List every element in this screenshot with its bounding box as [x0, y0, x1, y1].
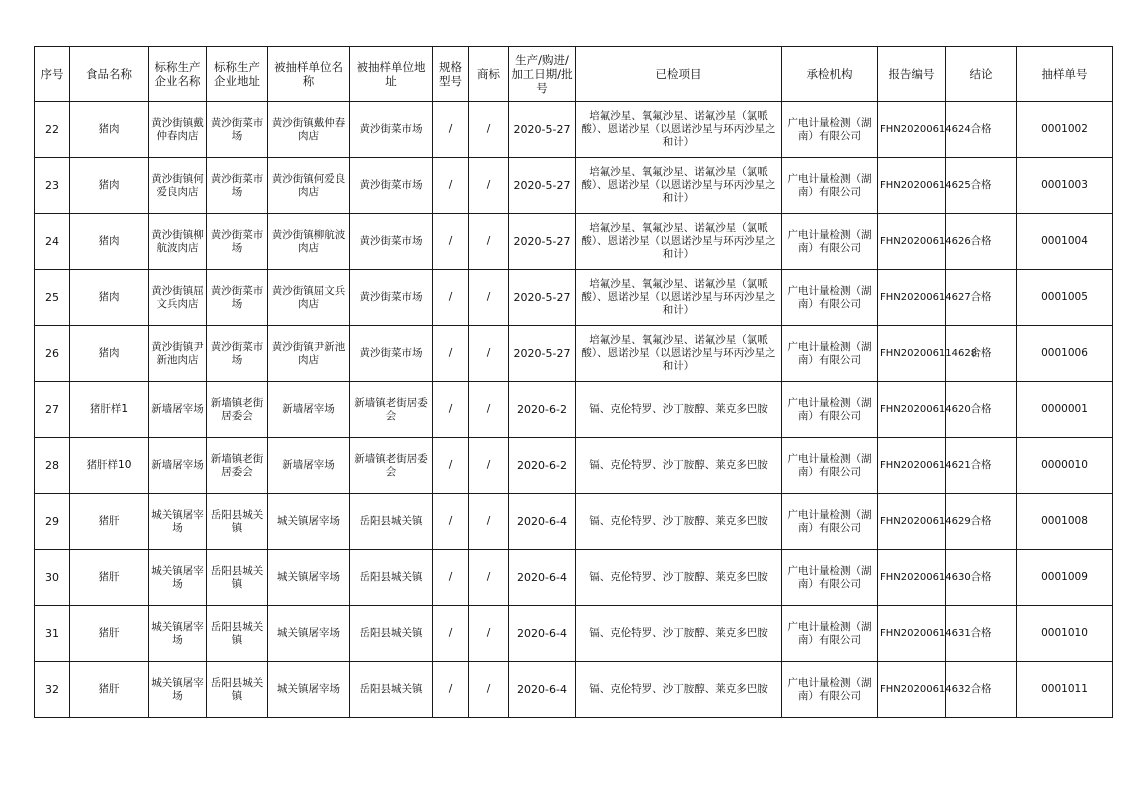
- table-cell: 广电计量检测（湖南）有限公司: [782, 102, 878, 158]
- header-cell: 食品名称: [70, 47, 149, 102]
- table-cell: /: [469, 550, 509, 606]
- table-cell: 2020-6-2: [509, 438, 576, 494]
- table-cell: 培氟沙星、氧氟沙星、诺氟沙星（氯哌酸）、恩诺沙星（以恩诺沙星与环丙沙星之和计）: [576, 158, 782, 214]
- table-cell: 黄沙街镇尹新池肉店: [149, 326, 207, 382]
- table-cell: /: [469, 662, 509, 718]
- header-cell: 被抽样单位名称: [268, 47, 350, 102]
- table-cell: /: [469, 326, 509, 382]
- table-cell: 黄沙街镇尹新池肉店: [268, 326, 350, 382]
- table-cell: /: [469, 606, 509, 662]
- table-cell: 32: [35, 662, 70, 718]
- table-cell: 合格: [946, 494, 1017, 550]
- table-cell: 2020-5-27: [509, 270, 576, 326]
- header-cell: 承检机构: [782, 47, 878, 102]
- table-cell: 岳阳县城关镇: [350, 550, 433, 606]
- header-cell: 标称生产企业地址: [207, 47, 268, 102]
- table-cell: 新墙屠宰场: [149, 382, 207, 438]
- table-row: [35, 438, 1113, 494]
- table-cell: 岳阳县城关镇: [207, 550, 268, 606]
- table-cell: 猪肉: [70, 326, 149, 382]
- table-cell: 岳阳县城关镇: [350, 662, 433, 718]
- table-cell: 31: [35, 606, 70, 662]
- table-row: [35, 214, 1113, 270]
- table-row: [35, 606, 1113, 662]
- table-cell: 0001011: [1017, 662, 1113, 718]
- table-cell: 猪肝: [70, 494, 149, 550]
- table-cell: 黄沙街镇戴仲春肉店: [149, 102, 207, 158]
- table-cell: 广电计量检测（湖南）有限公司: [782, 382, 878, 438]
- table-body: [35, 102, 1113, 718]
- table-cell: 城关镇屠宰场: [149, 550, 207, 606]
- table-cell: 新墙镇老街居委会: [350, 382, 433, 438]
- table-cell: 2020-5-27: [509, 326, 576, 382]
- table-cell: 2020-6-4: [509, 550, 576, 606]
- table-cell: 0001009: [1017, 550, 1113, 606]
- table-row: [35, 270, 1113, 326]
- table-cell: 2020-6-4: [509, 662, 576, 718]
- table-cell: 合格: [946, 606, 1017, 662]
- table-cell: 猪肝: [70, 662, 149, 718]
- table-cell: 29: [35, 494, 70, 550]
- table-cell: 30: [35, 550, 70, 606]
- table-cell: 猪肉: [70, 102, 149, 158]
- table-row: [35, 326, 1113, 382]
- table-cell: 培氟沙星、氧氟沙星、诺氟沙星（氯哌酸）、恩诺沙星（以恩诺沙星与环丙沙星之和计）: [576, 326, 782, 382]
- table-cell: 合格: [946, 438, 1017, 494]
- table-cell: 黄沙街镇柳航波肉店: [149, 214, 207, 270]
- table-cell: 城关镇屠宰场: [268, 494, 350, 550]
- table-cell: FHN20200614630: [878, 550, 946, 606]
- table-cell: 黄沙街镇屈文兵肉店: [149, 270, 207, 326]
- table-cell: 广电计量检测（湖南）有限公司: [782, 214, 878, 270]
- table-cell: /: [469, 382, 509, 438]
- table-cell: 黄沙街菜市场: [350, 102, 433, 158]
- table-cell: /: [433, 102, 469, 158]
- table-cell: 岳阳县城关镇: [207, 494, 268, 550]
- header-cell: 被抽样单位地址: [350, 47, 433, 102]
- header-cell: 结论: [946, 47, 1017, 102]
- table-cell: FHN20200614624: [878, 102, 946, 158]
- table-row: [35, 158, 1113, 214]
- table-cell: 岳阳县城关镇: [207, 662, 268, 718]
- header-cell: 生产/购进/加工日期/批号: [509, 47, 576, 102]
- header-cell: 序号: [35, 47, 70, 102]
- table-cell: 猪肉: [70, 214, 149, 270]
- table-cell: 合格: [946, 326, 1017, 382]
- table-cell: 黄沙街菜市场: [207, 214, 268, 270]
- table-cell: /: [433, 214, 469, 270]
- table-cell: 0001004: [1017, 214, 1113, 270]
- table-cell: 黄沙街镇何爱良肉店: [149, 158, 207, 214]
- table-cell: /: [469, 214, 509, 270]
- table-row: [35, 662, 1113, 718]
- table-cell: 岳阳县城关镇: [207, 606, 268, 662]
- table-cell: /: [469, 270, 509, 326]
- table-cell: 0001003: [1017, 158, 1113, 214]
- table-cell: 2020-5-27: [509, 158, 576, 214]
- table-cell: 黄沙街菜市场: [207, 326, 268, 382]
- table-cell: 猪肝: [70, 550, 149, 606]
- table-cell: /: [433, 326, 469, 382]
- table-cell: /: [469, 102, 509, 158]
- table-cell: 新墙屠宰场: [268, 438, 350, 494]
- table-cell: 城关镇屠宰场: [149, 494, 207, 550]
- table-cell: 新墙镇老街居委会: [207, 438, 268, 494]
- table-cell: 合格: [946, 270, 1017, 326]
- header-cell: 标称生产企业名称: [149, 47, 207, 102]
- table-cell: 黄沙街菜市场: [207, 270, 268, 326]
- table-cell: 黄沙街菜市场: [350, 326, 433, 382]
- table-cell: 25: [35, 270, 70, 326]
- table-cell: 黄沙街镇柳航波肉店: [268, 214, 350, 270]
- table-cell: /: [433, 270, 469, 326]
- table-cell: FHN202006114628: [878, 326, 946, 382]
- table-cell: FHN20200614631: [878, 606, 946, 662]
- table-cell: /: [433, 158, 469, 214]
- header-cell: 报告编号: [878, 47, 946, 102]
- table-cell: 新墙屠宰场: [268, 382, 350, 438]
- table-cell: 23: [35, 158, 70, 214]
- header-row: [35, 47, 1113, 102]
- table-cell: FHN20200614625: [878, 158, 946, 214]
- table-cell: 镉、克伦特罗、沙丁胺醇、莱克多巴胺: [576, 494, 782, 550]
- table-row: [35, 382, 1113, 438]
- header-cell: 规格型号: [433, 47, 469, 102]
- table-cell: 广电计量检测（湖南）有限公司: [782, 662, 878, 718]
- table-cell: FHN20200614621: [878, 438, 946, 494]
- sampling-results-table: [34, 46, 1113, 718]
- table-cell: 0001006: [1017, 326, 1113, 382]
- table-cell: 0001010: [1017, 606, 1113, 662]
- header-cell: 已检项目: [576, 47, 782, 102]
- table-cell: 新墙镇老街居委会: [207, 382, 268, 438]
- table-cell: 猪肉: [70, 158, 149, 214]
- table-cell: 2020-5-27: [509, 102, 576, 158]
- table-cell: 2020-6-4: [509, 606, 576, 662]
- table-cell: 新墙屠宰场: [149, 438, 207, 494]
- table-cell: 22: [35, 102, 70, 158]
- table-cell: 岳阳县城关镇: [350, 606, 433, 662]
- table-cell: 合格: [946, 102, 1017, 158]
- table-cell: 0000001: [1017, 382, 1113, 438]
- table-cell: /: [469, 158, 509, 214]
- table-cell: /: [433, 606, 469, 662]
- table-row: [35, 550, 1113, 606]
- table-cell: /: [469, 494, 509, 550]
- table-cell: 镉、克伦特罗、沙丁胺醇、莱克多巴胺: [576, 438, 782, 494]
- table-cell: 镉、克伦特罗、沙丁胺醇、莱克多巴胺: [576, 382, 782, 438]
- table-cell: /: [433, 382, 469, 438]
- table-cell: 合格: [946, 662, 1017, 718]
- table-cell: 0001005: [1017, 270, 1113, 326]
- table-cell: 27: [35, 382, 70, 438]
- table-cell: 合格: [946, 382, 1017, 438]
- table-cell: 广电计量检测（湖南）有限公司: [782, 606, 878, 662]
- table-cell: 猪肉: [70, 270, 149, 326]
- table-cell: 镉、克伦特罗、沙丁胺醇、莱克多巴胺: [576, 662, 782, 718]
- header-cell: 抽样单号: [1017, 47, 1113, 102]
- table-cell: /: [433, 438, 469, 494]
- table-cell: 城关镇屠宰场: [268, 606, 350, 662]
- table-cell: 猪肝: [70, 606, 149, 662]
- table-cell: 合格: [946, 550, 1017, 606]
- table-cell: 2020-6-2: [509, 382, 576, 438]
- table-cell: 猪肝样10: [70, 438, 149, 494]
- table-cell: 新墙镇老街居委会: [350, 438, 433, 494]
- table-cell: 镉、克伦特罗、沙丁胺醇、莱克多巴胺: [576, 550, 782, 606]
- table-cell: 城关镇屠宰场: [149, 662, 207, 718]
- table-cell: 合格: [946, 158, 1017, 214]
- table-cell: 28: [35, 438, 70, 494]
- table-cell: 黄沙街菜市场: [350, 158, 433, 214]
- table-cell: 黄沙街菜市场: [207, 158, 268, 214]
- table-cell: /: [433, 494, 469, 550]
- table-cell: 黄沙街菜市场: [350, 214, 433, 270]
- table-cell: /: [433, 662, 469, 718]
- table-cell: 培氟沙星、氧氟沙星、诺氟沙星（氯哌酸）、恩诺沙星（以恩诺沙星与环丙沙星之和计）: [576, 270, 782, 326]
- table-cell: 镉、克伦特罗、沙丁胺醇、莱克多巴胺: [576, 606, 782, 662]
- table-cell: 广电计量检测（湖南）有限公司: [782, 494, 878, 550]
- table-cell: 24: [35, 214, 70, 270]
- table-cell: 2020-6-4: [509, 494, 576, 550]
- table-cell: 城关镇屠宰场: [268, 550, 350, 606]
- table-cell: 岳阳县城关镇: [350, 494, 433, 550]
- table-cell: 合格: [946, 214, 1017, 270]
- table-cell: 城关镇屠宰场: [268, 662, 350, 718]
- table-cell: 广电计量检测（湖南）有限公司: [782, 326, 878, 382]
- table-cell: 广电计量检测（湖南）有限公司: [782, 438, 878, 494]
- table-cell: 广电计量检测（湖南）有限公司: [782, 550, 878, 606]
- table-cell: 广电计量检测（湖南）有限公司: [782, 158, 878, 214]
- table-cell: 2020-5-27: [509, 214, 576, 270]
- table-cell: 0000010: [1017, 438, 1113, 494]
- table-row: [35, 102, 1113, 158]
- table-cell: FHN20200614620: [878, 382, 946, 438]
- table-cell: FHN20200614626: [878, 214, 946, 270]
- table-cell: FHN20200614632: [878, 662, 946, 718]
- table-cell: 培氟沙星、氧氟沙星、诺氟沙星（氯哌酸）、恩诺沙星（以恩诺沙星与环丙沙星之和计）: [576, 102, 782, 158]
- table-cell: FHN20200614629: [878, 494, 946, 550]
- table-cell: 培氟沙星、氧氟沙星、诺氟沙星（氯哌酸）、恩诺沙星（以恩诺沙星与环丙沙星之和计）: [576, 214, 782, 270]
- table-cell: 广电计量检测（湖南）有限公司: [782, 270, 878, 326]
- table-cell: 黄沙街菜市场: [207, 102, 268, 158]
- header-cell: 商标: [469, 47, 509, 102]
- table-cell: 0001008: [1017, 494, 1113, 550]
- table-cell: 黄沙街镇屈文兵肉店: [268, 270, 350, 326]
- table-cell: 黄沙街镇何爱良肉店: [268, 158, 350, 214]
- table-cell: 黄沙街镇戴仲春肉店: [268, 102, 350, 158]
- table-cell: FHN20200614627: [878, 270, 946, 326]
- table-cell: 猪肝样1: [70, 382, 149, 438]
- table-cell: 城关镇屠宰场: [149, 606, 207, 662]
- table-cell: /: [433, 550, 469, 606]
- table-cell: 26: [35, 326, 70, 382]
- table-row: [35, 494, 1113, 550]
- table-cell: 0001002: [1017, 102, 1113, 158]
- table-cell: 黄沙街菜市场: [350, 270, 433, 326]
- table-cell: /: [469, 438, 509, 494]
